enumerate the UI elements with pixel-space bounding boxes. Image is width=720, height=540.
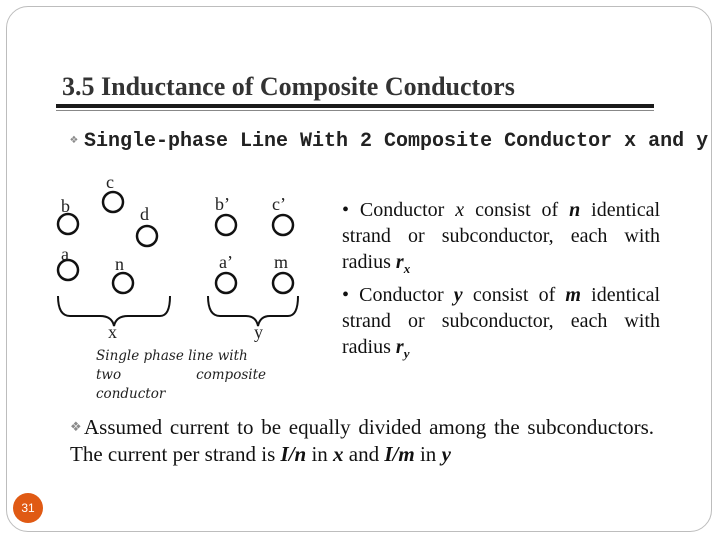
label-group-y: y [254, 322, 263, 342]
strand-b-prime [216, 215, 236, 235]
bullet-icon: ❖ [70, 419, 82, 434]
note-text: • Conductor [342, 284, 454, 306]
subheading [70, 130, 708, 153]
note-radius-sub: x [403, 261, 411, 276]
conductor-notes [342, 197, 660, 367]
note-text: identical strand or subconductor, each with radius [342, 284, 660, 358]
strand-d [137, 226, 157, 246]
subheading-text: Single-phase Line With 2 Composite Conductor x and y [84, 130, 709, 153]
label-m: m [274, 252, 289, 272]
bullet-text: and [343, 442, 385, 466]
note-radius-sub: y [403, 346, 410, 361]
label-n: n [115, 254, 124, 274]
note-text: identical strand or subconductor, each with radius [342, 199, 661, 273]
label-c: c [106, 172, 114, 192]
note-conductor-y [342, 282, 660, 367]
note-conductor-x [342, 197, 660, 282]
bullet-text: in [414, 442, 442, 466]
note-var: y [453, 284, 463, 306]
label-group-x: x [108, 322, 117, 342]
current-ratio-y: I/m [384, 442, 415, 466]
brace-y [208, 296, 298, 326]
bullet-var-x: x [333, 442, 344, 466]
slide-title: 3.5 Inductance of Composite Conductors [62, 72, 515, 101]
label-c-prime: c’ [272, 194, 286, 214]
note-var: x [455, 199, 465, 221]
caption-line: two composite [96, 367, 266, 383]
bullet-icon: ❖ [70, 132, 78, 147]
note-count: m [565, 284, 581, 306]
caption-line: Single phase line with [96, 348, 248, 364]
label-a-prime: a’ [219, 252, 233, 272]
label-b-prime: b’ [215, 194, 230, 214]
title-rule [56, 104, 654, 108]
current-ratio-x: I/n [280, 442, 307, 466]
bullet-text: Assumed current to be equally divided among the subconductors. The current per strand is [70, 415, 654, 466]
strand-c-prime [273, 215, 293, 235]
bullet-text: in [306, 442, 334, 466]
bullet-var-y: y [441, 442, 451, 466]
note-radius: r [395, 251, 404, 273]
title-rule-thin [56, 110, 654, 111]
note-radius: r [395, 336, 404, 358]
strand-n [113, 273, 133, 293]
strand-b [58, 214, 78, 234]
caption-line: conductor [96, 386, 166, 402]
strand-c [103, 192, 123, 212]
note-count: n [569, 199, 581, 221]
strand-m [273, 273, 293, 293]
page-number-badge: 31 [13, 493, 43, 523]
note-text: • Conductor [342, 199, 456, 221]
label-a: a [61, 244, 69, 264]
current-bullet [70, 413, 654, 468]
note-text: consist of [464, 199, 570, 221]
figure-caption [96, 347, 266, 404]
label-b: b [61, 196, 70, 216]
label-d: d [140, 204, 149, 224]
strand-a-prime [216, 273, 236, 293]
note-text: consist of [462, 284, 566, 306]
